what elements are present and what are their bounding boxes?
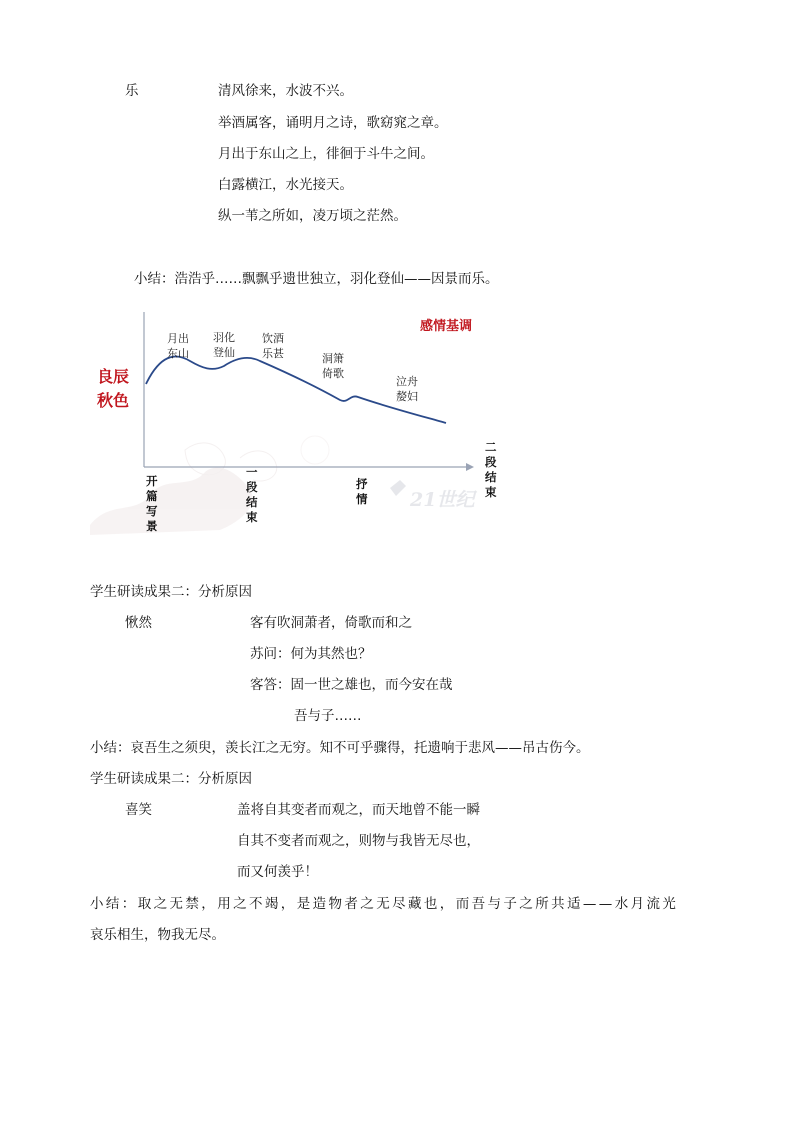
decorative-cloud-motif [90, 436, 329, 535]
x-label-section-two-end [484, 440, 497, 499]
peak-label: 洞箫 [322, 352, 344, 365]
x-axis-arrow-icon [466, 463, 474, 471]
peak-label: 月出 [167, 332, 189, 345]
x-label-section-one-end [245, 465, 258, 524]
peak-label: 嫠妇 [396, 390, 418, 403]
section2-line: 苏问：何为其然也？ [250, 646, 372, 662]
section3-line: 盖将自其变者而观之，而天地曾不能一瞬 [237, 802, 480, 818]
section1-line: 纵一苇之所如，凌万顷之茫然。 [218, 208, 407, 224]
watermark-text: 21世纪 [410, 489, 475, 511]
peak-label: 乐甚 [262, 347, 284, 360]
x-axis-label: 开篇写景 [146, 474, 158, 533]
section3-heading: 学生研读成果二：分析原因 [90, 771, 252, 787]
y-label-line1: 良辰 [97, 367, 130, 386]
section3-line: 而又何羡乎！ [237, 864, 318, 880]
section1-label: 乐 [125, 83, 139, 99]
section2-label: 愀然 [125, 615, 152, 631]
section3-summary-line1: 小结：取之无禁，用之不竭，是造物者之无尽藏也，而吾与子之所共适——水月流光 [90, 896, 679, 912]
peak-label: 饮酒 [262, 332, 284, 345]
x-axis-label: 二段结束 [485, 440, 497, 499]
x-axis-label: 一段结束 [246, 465, 258, 524]
section2-line: 客有吹洞萧者，倚歌而和之 [250, 615, 412, 631]
section1-line: 举酒属客，诵明月之诗，歌窈窕之章。 [218, 115, 448, 131]
section2-line: 客答：固一世之雄也，而今安在哉 [250, 677, 453, 693]
section1-line: 清风徐来，水波不兴。 [218, 83, 353, 99]
section1-line: 白露横江，水光接天。 [218, 177, 353, 193]
section2-summary: 小结：哀吾生之须臾，羡长江之无穷。知不可乎骤得，托遗响于悲风——吊古伤今。 [90, 740, 590, 756]
y-label-line2: 秋色 [97, 391, 130, 410]
section2-line: 吾与子…… [294, 708, 362, 724]
emotion-curve-figure [90, 300, 510, 540]
x-label-opening [146, 474, 158, 533]
section1-summary: 小结：浩浩乎……飘飘乎遗世独立，羽化登仙——因景而乐。 [134, 271, 499, 287]
peak-label: 泣舟 [396, 375, 418, 388]
peak-label: 东山 [167, 347, 189, 360]
peak-label: 羽化 [213, 331, 235, 344]
peak-label: 倚歌 [322, 367, 344, 380]
section1-line: 月出于东山之上，徘徊于斗牛之间。 [218, 146, 434, 162]
watermark-logo [390, 480, 477, 511]
x-axis-label: 抒情 [356, 477, 368, 506]
section3-summary-line2: 哀乐相生，物我无尽。 [90, 927, 225, 943]
chart-title: 感情基调 [420, 319, 473, 334]
x-label-lyric [355, 477, 368, 506]
peak-label: 登仙 [213, 346, 235, 359]
section3-line: 自其不变者而观之，则物与我皆无尽也， [237, 833, 480, 849]
section2-heading: 学生研读成果二：分析原因 [90, 584, 252, 600]
section3-label: 喜笑 [125, 802, 152, 818]
